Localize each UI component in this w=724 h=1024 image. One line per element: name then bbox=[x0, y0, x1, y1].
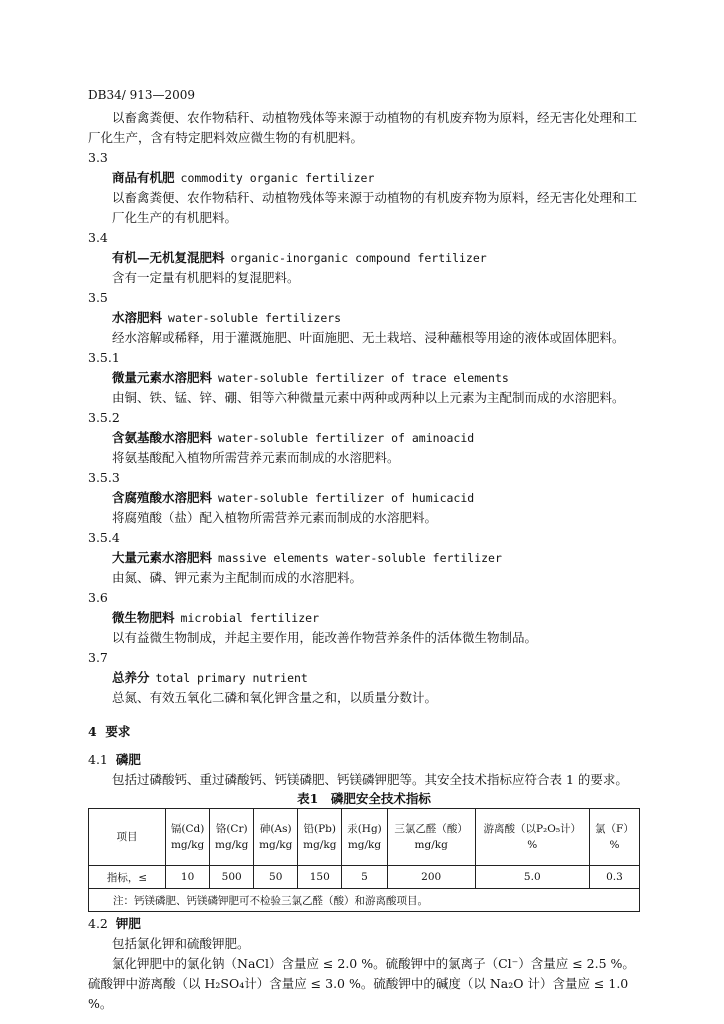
column-unit: % bbox=[609, 839, 620, 851]
term-title bbox=[88, 608, 640, 628]
section-4-1-title: 磷肥 bbox=[115, 752, 141, 767]
term-title bbox=[88, 168, 640, 188]
column-name: 三氯乙醛（酸） bbox=[394, 823, 468, 835]
document-code: DB34/ 913—2009 bbox=[88, 88, 196, 102]
table-column-header bbox=[589, 809, 639, 866]
section-4-2-title: 钾肥 bbox=[115, 916, 141, 931]
term-chinese: 含腐殖酸水溶肥料 bbox=[112, 490, 213, 505]
term-number: 3.6 bbox=[88, 590, 108, 605]
table-cell: 10 bbox=[166, 866, 210, 889]
column-name: 镉(Cd) bbox=[170, 823, 205, 835]
term-number: 3.5.3 bbox=[88, 470, 120, 485]
term-english: water-soluble fertilizer of humicacid bbox=[218, 491, 475, 505]
table-column-header bbox=[475, 809, 589, 866]
column-unit: mg/kg bbox=[347, 839, 382, 851]
term-number: 3.4 bbox=[88, 230, 108, 245]
section-4-2-heading bbox=[88, 914, 640, 934]
table-header-row bbox=[89, 809, 640, 866]
term-definition: 由铜、铁、锰、锌、硼、钼等六种微量元素中两种或两种以上元素为主配制而成的水溶肥料。 bbox=[112, 390, 625, 405]
column-name: 氯（F） bbox=[595, 823, 634, 835]
table-cell: 50 bbox=[254, 866, 298, 889]
table-cell: 200 bbox=[387, 866, 475, 889]
term-english: water-soluble fertilizer of aminoacid bbox=[218, 431, 475, 445]
table-column-header bbox=[254, 809, 298, 866]
term-english: organic-inorganic compound fertilizer bbox=[230, 251, 487, 265]
table-note-row bbox=[89, 889, 640, 912]
column-unit: mg/kg bbox=[259, 839, 293, 851]
term-chinese: 有机—无机复混肥料 bbox=[112, 250, 225, 265]
term-chinese: 微量元素水溶肥料 bbox=[112, 370, 213, 385]
column-unit: mg/kg bbox=[303, 839, 337, 851]
column-name: 砷(As) bbox=[259, 823, 292, 835]
table-cell: 5 bbox=[342, 866, 387, 889]
column-name: 铬(Cr) bbox=[215, 823, 248, 835]
term-definition: 经水溶解或稀释，用于灌溉施肥、叶面施肥、无土栽培、浸种蘸根等用途的液体或固体肥料。 bbox=[112, 330, 625, 345]
table-column-header bbox=[342, 809, 387, 866]
table-row bbox=[89, 866, 640, 889]
column-unit: mg/kg bbox=[215, 839, 249, 851]
term-number: 3.5.4 bbox=[88, 530, 120, 545]
requirements-heading bbox=[88, 722, 640, 742]
term-number: 3.5.1 bbox=[88, 350, 120, 365]
term-chinese: 含氨基酸水溶肥料 bbox=[112, 430, 213, 445]
table-cell: 5.0 bbox=[475, 866, 589, 889]
term-number: 3.7 bbox=[88, 650, 108, 665]
term-number: 3.5.2 bbox=[88, 410, 120, 425]
section-4-1-heading bbox=[88, 750, 640, 770]
column-name: 汞(Hg) bbox=[347, 823, 382, 835]
table-row-label: 指标，≤ bbox=[89, 866, 166, 889]
document-body bbox=[88, 108, 640, 1014]
term-english: microbial fertilizer bbox=[180, 611, 319, 625]
table-column-header bbox=[210, 809, 254, 866]
column-name: 铅(Pb) bbox=[303, 823, 336, 835]
section-4-1-num: 4.1 bbox=[88, 752, 108, 767]
column-unit: mg/kg bbox=[414, 839, 448, 851]
table-cell: 0.3 bbox=[589, 866, 639, 889]
term-english: massive elements water-soluble fertilizer bbox=[218, 551, 502, 565]
term-title bbox=[88, 488, 640, 508]
term-title bbox=[88, 308, 640, 328]
term-definition: 将腐殖酸（盐）配入植物所需营养元素而制成的水溶肥料。 bbox=[112, 510, 438, 525]
term-english: water-soluble fertilizers bbox=[168, 311, 342, 325]
term-title bbox=[88, 548, 640, 568]
term-english: commodity organic fertilizer bbox=[180, 171, 375, 185]
requirements-title: 要求 bbox=[105, 724, 131, 739]
term-title bbox=[88, 368, 640, 388]
table-cell: 500 bbox=[210, 866, 254, 889]
table-1-title: 表1 磷肥安全技术指标 bbox=[297, 791, 431, 806]
section-4-1-text: 包括过磷酸钙、重过磷酸钙、钙镁磷肥、钙镁磷钾肥等。其安全技术指标应符合表 1 的要求。 bbox=[112, 772, 628, 787]
term-definition: 以有益微生物制成，并起主要作用，能改善作物营养条件的活体微生物制品。 bbox=[112, 630, 538, 645]
term-definition: 含有一定量有机肥料的复混肥料。 bbox=[112, 270, 300, 285]
section-4-2-text-1: 包括氯化钾和硫酸钾肥。 bbox=[112, 936, 250, 951]
term-chinese: 水溶肥料 bbox=[112, 310, 163, 325]
term-chinese: 总养分 bbox=[112, 670, 150, 685]
term-chinese: 大量元素水溶肥料 bbox=[112, 550, 213, 565]
table-note: 注：钙镁磷肥、钙镁磷钾肥可不检验三氯乙醛（酸）和游离酸项目。 bbox=[89, 889, 640, 912]
term-title bbox=[88, 668, 640, 688]
term-chinese: 商品有机肥 bbox=[112, 170, 175, 185]
term-english: total primary nutrient bbox=[155, 671, 308, 685]
table-column-header bbox=[298, 809, 342, 866]
term-number: 3.5 bbox=[88, 290, 108, 305]
intro-paragraph: 以畜禽粪便、农作物秸秆、动植物残体等来源于动植物的有机废弃物为原料，经无害化处理和工厂化生产，含有特定肥料效应微生物的有机肥料。 bbox=[88, 110, 638, 145]
term-english: water-soluble fertilizer of trace elements bbox=[218, 371, 509, 385]
table-item-header: 项目 bbox=[89, 809, 166, 866]
column-name: 游离酸（以P₂O₅计） bbox=[483, 823, 582, 835]
term-definition: 由氮、磷、钾元素为主配制而成的水溶肥料。 bbox=[112, 570, 363, 585]
term-definition: 总氮、有效五氧化二磷和氧化钾含量之和，以质量分数计。 bbox=[112, 690, 438, 705]
section-4-2-num: 4.2 bbox=[88, 916, 108, 931]
term-title bbox=[88, 248, 640, 268]
term-chinese: 微生物肥料 bbox=[112, 610, 175, 625]
table-column-header bbox=[387, 809, 475, 866]
table-cell: 150 bbox=[298, 866, 342, 889]
requirements-num: 4 bbox=[88, 724, 97, 739]
table-column-header bbox=[166, 809, 210, 866]
term-definition: 以畜禽粪便、农作物秸秆、动植物残体等来源于动植物的有机废弃物为原料，经无害化处理和工厂化生产的有机肥料。 bbox=[112, 190, 638, 225]
column-unit: % bbox=[527, 839, 538, 851]
column-unit: mg/kg bbox=[170, 839, 205, 851]
terms-list bbox=[88, 148, 640, 708]
table-1 bbox=[88, 808, 640, 912]
term-number: 3.3 bbox=[88, 150, 108, 165]
term-definition: 将氨基酸配入植物所需营养元素而制成的水溶肥料。 bbox=[112, 450, 400, 465]
term-title bbox=[88, 428, 640, 448]
section-4-2-text-2: 氯化钾肥中的氯化钠（NaCl）含量应 ≤ 2.0 %。硫酸钾中的氯离子（Cl⁻）含量应 ≤ 2.5 %。硫酸钾中游离酸（以 H₂SO₄计）含量应 ≤ 3.0 %。硫酸钾中的碱度（以 Na₂O 计）含量应 ≤ 1.0 %。 bbox=[88, 956, 635, 1011]
